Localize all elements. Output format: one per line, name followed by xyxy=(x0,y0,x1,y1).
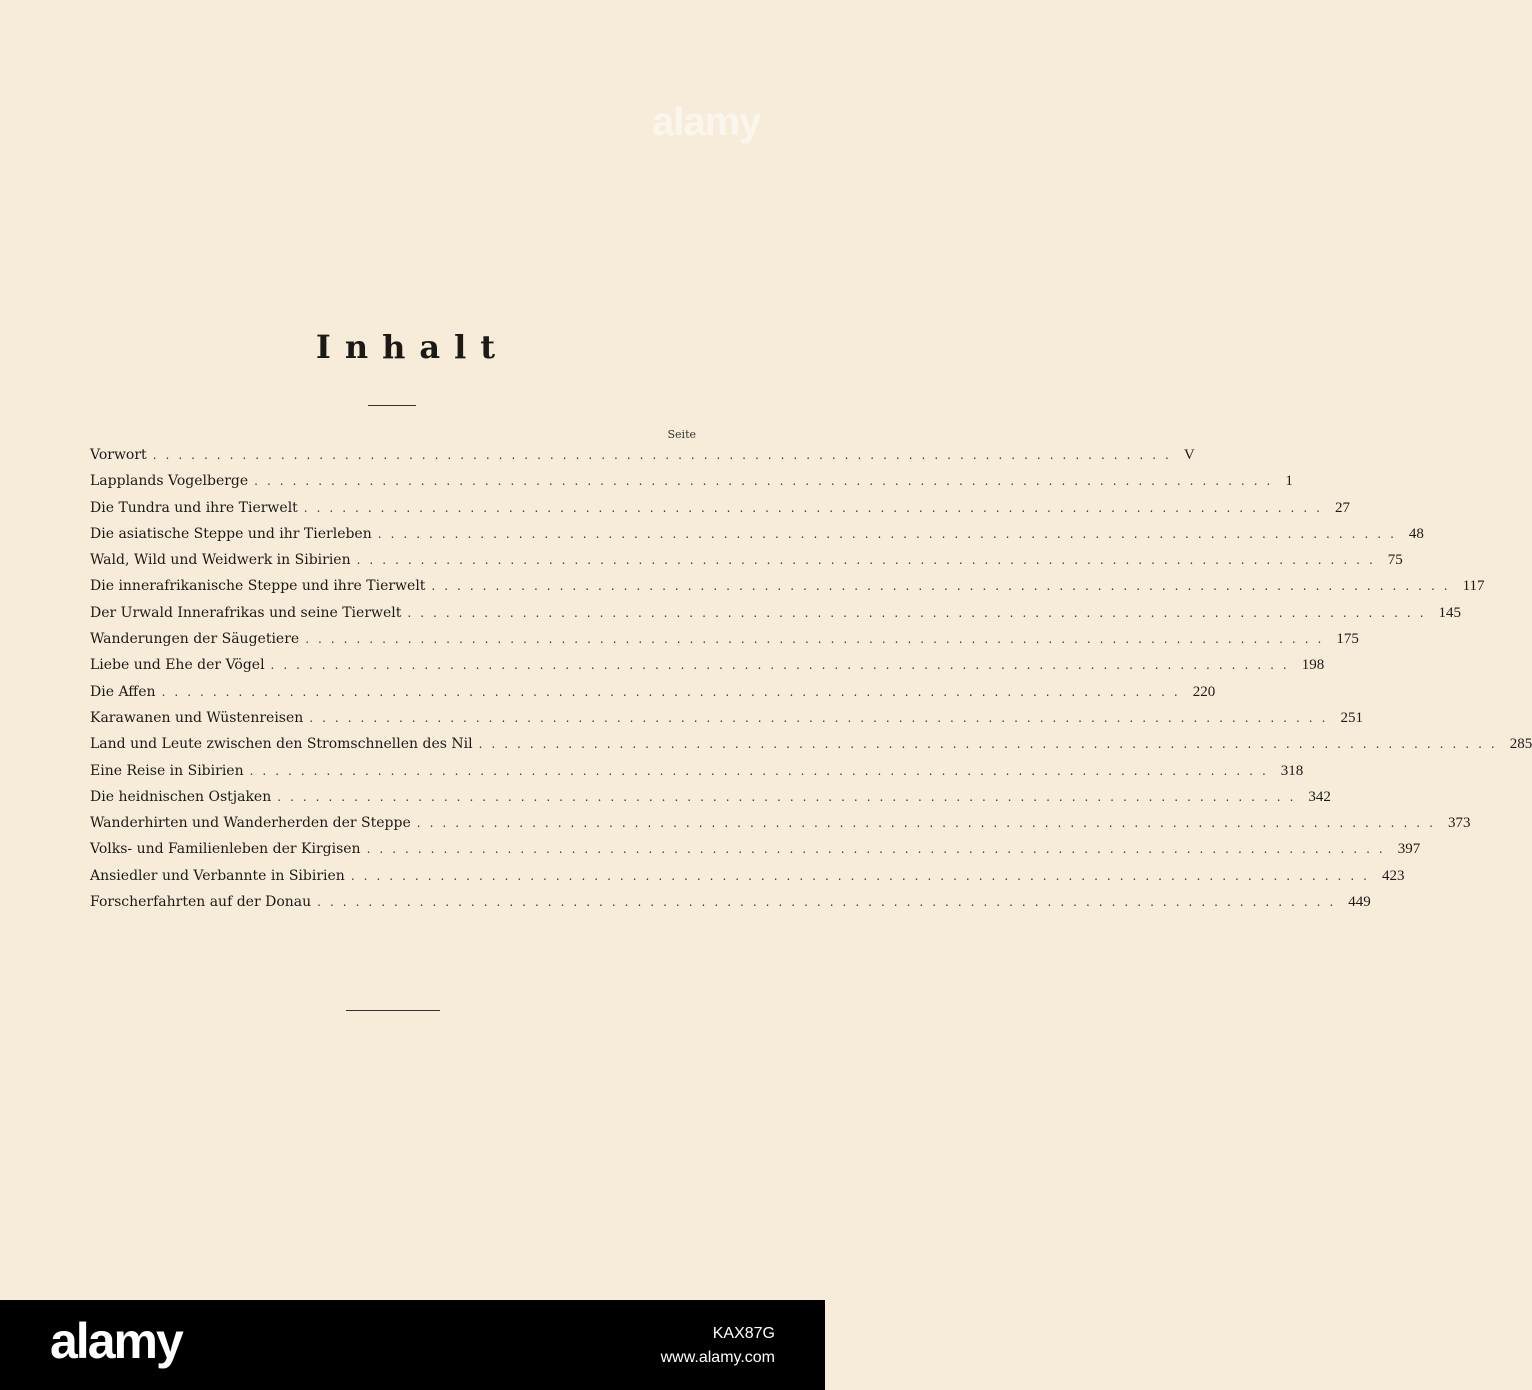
toc-entry xyxy=(90,758,1304,784)
leader-dots: ................................................................................ xyxy=(303,500,1329,515)
toc-entry-title: Wald, Wild und Weidwerk in Sibirien xyxy=(90,552,351,569)
end-divider xyxy=(346,1010,440,1011)
leader-dots: ................................................................................ xyxy=(152,448,1178,462)
toc-entry-page: 373 xyxy=(1447,815,1471,832)
toc-entry xyxy=(90,547,1403,573)
toc-entry-title: Ansiedler und Verbannte in Sibirien xyxy=(90,867,345,884)
table-of-contents xyxy=(90,442,1532,915)
page-column-label: Seite xyxy=(667,428,696,441)
toc-entry-page: 1 xyxy=(1285,473,1293,490)
toc-entry xyxy=(90,442,1195,468)
toc-entry-page: 145 xyxy=(1438,604,1462,621)
footer-info xyxy=(661,1322,775,1370)
site-url: www.alamy.com xyxy=(660,1349,775,1366)
leader-dots: ................................................................................ xyxy=(305,632,1331,647)
leader-dots: ................................................................................ xyxy=(478,737,1504,752)
toc-entry xyxy=(90,468,1293,494)
toc-entry-title: Die Tundra und ihre Tierwelt xyxy=(90,499,298,516)
leader-dots: ................................................................................ xyxy=(356,553,1382,568)
leader-dots: ................................................................................ xyxy=(249,763,1275,778)
toc-entry-title: Die innerafrikanische Steppe und ihre Tierwelt xyxy=(90,578,426,595)
toc-entry-page: 397 xyxy=(1397,841,1421,858)
watermark-logo: alamy xyxy=(652,100,761,144)
toc-entry xyxy=(90,889,1371,915)
page-title: Inhalt xyxy=(315,328,510,366)
toc-entry-title: Vorwort xyxy=(90,447,147,463)
toc-entry-page: 220 xyxy=(1192,683,1216,700)
toc-entry xyxy=(90,521,1424,547)
leader-dots: ................................................................................ xyxy=(366,842,1392,857)
toc-entry xyxy=(90,679,1216,705)
toc-entry-title: Eine Reise in Sibirien xyxy=(90,762,244,779)
toc-entry-title: Wanderungen der Säugetiere xyxy=(90,631,300,648)
toc-entry xyxy=(90,836,1421,862)
toc-entry-title: Die Affen xyxy=(90,683,156,700)
leader-dots: ................................................................................ xyxy=(309,710,1335,725)
toc-entry-title: Liebe und Ehe der Vögel xyxy=(90,657,265,674)
toc-entry-page: 342 xyxy=(1308,788,1331,805)
leader-dots: ................................................................................ xyxy=(270,658,1296,673)
toc-entry-page: 27 xyxy=(1334,499,1350,516)
toc-entry xyxy=(90,810,1471,836)
toc-entry-title: Karawanen und Wüstenreisen xyxy=(90,709,304,726)
toc-entry-page: 449 xyxy=(1348,894,1371,911)
leader-dots: ................................................................................ xyxy=(431,579,1457,594)
toc-entry-title: Der Urwald Innerafrikas und seine Tierwelt xyxy=(90,604,402,621)
leader-dots: ................................................................................ xyxy=(416,816,1442,831)
leader-dots: ................................................................................ xyxy=(377,526,1403,541)
leader-dots: ................................................................................ xyxy=(277,789,1303,804)
toc-entry-page: 198 xyxy=(1301,657,1325,674)
toc-entry xyxy=(90,495,1350,521)
toc-entry-page: 423 xyxy=(1381,867,1405,884)
leader-dots: ................................................................................ xyxy=(254,474,1280,489)
toc-entry-title: Forscherfahrten auf der Donau xyxy=(90,894,312,911)
toc-entry-page: 175 xyxy=(1336,631,1359,648)
leader-dots: ................................................................................ xyxy=(317,895,1343,910)
toc-entry xyxy=(90,705,1363,731)
toc-entry xyxy=(90,652,1325,678)
toc-entry-page: 318 xyxy=(1280,762,1304,779)
toc-entry-title: Lapplands Vogelberge xyxy=(90,473,249,490)
toc-entry xyxy=(90,731,1532,757)
toc-entry-title: Land und Leute zwischen den Stromschnellen des Nil xyxy=(90,736,473,753)
watermark-footer xyxy=(0,1300,825,1390)
toc-entry-page: 117 xyxy=(1462,578,1485,595)
title-divider xyxy=(368,405,416,406)
toc-entry xyxy=(90,784,1331,810)
toc-entry xyxy=(90,600,1462,626)
leader-dots: ................................................................................ xyxy=(407,605,1433,620)
toc-entry xyxy=(90,573,1485,599)
toc-entry-title: Die asiatische Steppe und ihr Tierleben xyxy=(90,525,372,542)
footer-logo: alamy xyxy=(50,1313,182,1369)
toc-entry-title: Volks- und Familienleben der Kirgisen xyxy=(90,841,361,858)
toc-entry xyxy=(90,626,1359,652)
toc-entry-page: V xyxy=(1183,447,1195,463)
leader-dots: ................................................................................ xyxy=(350,868,1376,883)
leader-dots: ................................................................................ xyxy=(161,684,1187,699)
toc-entry-page: 48 xyxy=(1408,525,1424,542)
toc-entry-page: 75 xyxy=(1387,552,1403,569)
image-id: KAX87G xyxy=(712,1325,775,1342)
toc-entry-title: Die heidnischen Ostjaken xyxy=(90,788,272,805)
toc-entry-page: 251 xyxy=(1340,709,1363,726)
toc-entry-title: Wanderhirten und Wanderherden der Steppe xyxy=(90,815,411,832)
toc-entry-page: 285 xyxy=(1509,736,1532,753)
toc-entry xyxy=(90,863,1405,889)
